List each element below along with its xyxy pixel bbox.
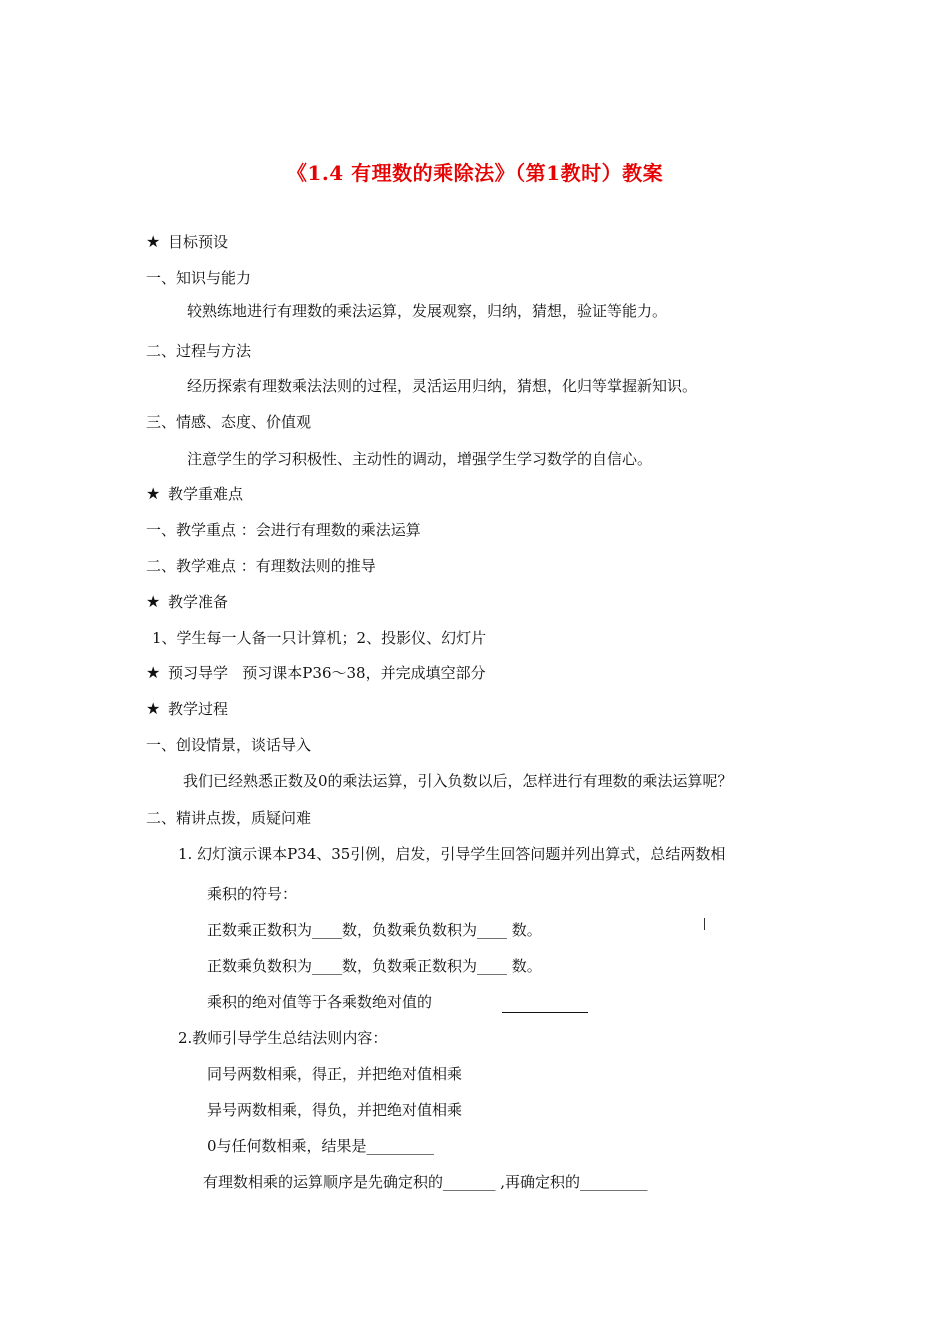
blank-underline: [502, 1012, 588, 1013]
fill-blank-line-3: 乘积的绝对值等于各乘数绝对值的: [207, 993, 433, 1011]
step2-item1-sub: 乘积的符号：: [207, 885, 298, 903]
process-step1-heading: 一、创设情景，谈话导入: [146, 736, 312, 754]
star-icon: ★: [146, 663, 161, 682]
goal-knowledge-text: 较熟练地进行有理数的乘法运算，发展观察，归纳，猜想，验证等能力。: [187, 302, 668, 320]
star-icon: ★: [146, 592, 161, 611]
rule-same-sign: 同号两数相乘，得正，并把绝对值相乘: [207, 1065, 463, 1083]
fill-blank-line-2: 正数乘负数积为____数，负数乘正数积为____ 数。: [207, 957, 542, 975]
preparation-text: 1、学生每一人备一只计算机；2、投影仪、幻灯片: [152, 629, 487, 647]
rule-different-sign: 异号两数相乘，得负，并把绝对值相乘: [207, 1101, 463, 1119]
star-icon: ★: [146, 484, 161, 503]
goal-emotion-heading: 三、情感、态度、价值观: [146, 413, 312, 431]
document-title: 《1.4 有理数的乘除法》（第1教时）教案: [286, 161, 664, 185]
section-preview: ★ 预习导学 预习课本P36～38，并完成填空部分: [146, 663, 486, 682]
step2-item2: 2.教师引导学生总结法则内容：: [178, 1029, 388, 1047]
fill-blank-line-1: 正数乘正数积为____数，负数乘负数积为____ 数。: [207, 921, 542, 939]
rule-zero: 0与任何数相乘，结果是_________: [207, 1137, 435, 1155]
section-goals: ★ 目标预设: [146, 232, 229, 251]
difficult-point: 二、教学难点 ：有理数法则的推导: [146, 557, 376, 575]
text-cursor-mark: [704, 918, 705, 930]
goal-emotion-text: 注意学生的学习积极性、主动性的调动，增强学生学习数学的自信心。: [187, 450, 653, 468]
step2-item1: 1. 幻灯演示课本P34、35引例，启发，引导学生回答问题并列出算式，总结两数相: [178, 845, 726, 863]
goal-process-text: 经历探索有理数乘法法则的过程，灵活运用归纳，猜想，化归等掌握新知识。: [187, 377, 698, 395]
star-icon: ★: [146, 699, 161, 718]
process-step2-heading: 二、精讲点拨，质疑问难: [146, 809, 312, 827]
star-icon: ★: [146, 232, 161, 251]
key-point: 一、教学重点 ：会进行有理数的乘法运算: [146, 521, 421, 539]
rule-order: 有理数相乘的运算顺序是先确定积的_______ ,再确定积的_________: [203, 1173, 648, 1191]
goal-process-heading: 二、过程与方法: [146, 342, 252, 360]
section-key-points: ★ 教学重难点: [146, 484, 244, 503]
goal-knowledge-heading: 一、知识与能力: [146, 269, 252, 287]
process-step1-text: 我们已经熟悉正数及0的乘法运算，引入负数以后，怎样进行有理数的乘法运算呢？: [183, 772, 733, 790]
section-process: ★ 教学过程: [146, 699, 229, 718]
section-preparation: ★ 教学准备: [146, 592, 229, 611]
